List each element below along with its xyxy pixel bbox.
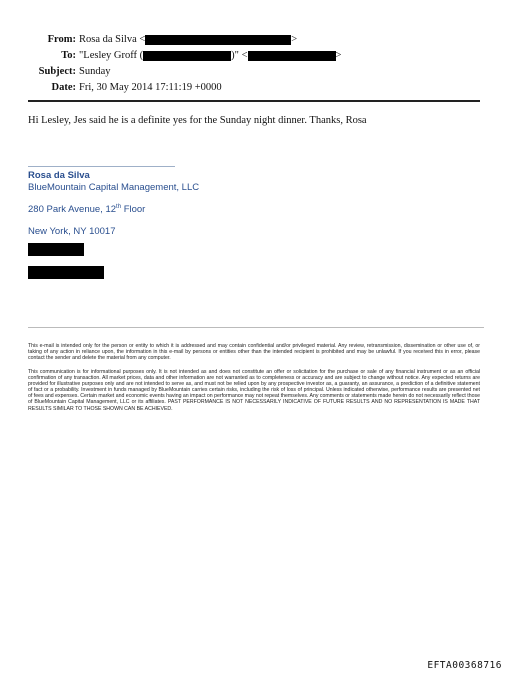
subject-label: Subject: [38, 66, 76, 77]
signature-address-line1 [28, 204, 145, 215]
redaction-block [28, 266, 104, 279]
to-close: > [335, 50, 342, 61]
disclaimer-divider [28, 327, 484, 328]
from-label: From: [47, 34, 76, 45]
header-divider [28, 100, 480, 102]
address-floor: Floor [121, 204, 146, 216]
date-label: Date: [51, 82, 76, 93]
signature-divider [28, 166, 175, 167]
disclaimer-paragraph: This communication is for informational purposes only. It is not intended as and does not constitute an offer or solicitation for the purchase or sale of any financial instrument or as an official confirmation of any transaction. All market prices, data and other information are not warranted as to completeness or accuracy and are subject to change without notice. Any expected returns are provided for illustrative purposes only and are not intended to serve as, and must not be relied upon by any prospective investor as, a guaranty, an assurance, a prediction of a definitive statement of fact or a probability. Investment in funds managed by BlueMountain carries certain risks, including the risk of loss of principal. Unless indicated otherwise, performance results are presented net of fees and expenses. Certain market and economic events having an impact on performance may not repeat themselves. Any comments or statements made herein do not necessarily reflect those of BlueMountain Capital Management, LLC or its affiliates. PAST PERFORMANCE IS NOT NECESSARILY INDICATIVE OF FUTURE RESULTS AND NO REPRESENTATION IS MADE THAT RESULTS SIMILAR TO THOSE SHOWN CAN BE ACHIEVED. [28, 369, 480, 412]
subject-row [26, 64, 341, 80]
to-label: To: [61, 50, 76, 61]
from-close: > [291, 34, 298, 45]
signature-company: BlueMountain Capital Management, LLC [28, 182, 200, 193]
email-header [26, 32, 341, 96]
from-row [26, 32, 341, 48]
message-body: Hi Lesley, Jes said he is a definite yes for the Sunday night dinner. Thanks, Rosa [28, 115, 367, 126]
redaction-bar [248, 51, 336, 61]
disclaimer-paragraph: This e-mail is intended only for the person or entity to which it is addressed and may contain confidential and/or privileged material. Any review, retransmission, dissemination or other use of, or taking of any action in reliance upon, the information in this e-mail by persons or entities other than the intended recipient is prohibited and may be unlawful. If you received this in error, please contact the sender and delete the material from any computer. [28, 343, 480, 362]
date-value: Fri, 30 May 2014 17:11:19 +0000 [79, 82, 222, 93]
subject-value: Sunday [79, 66, 111, 77]
redaction-bar [143, 51, 231, 61]
redaction-block [28, 243, 84, 256]
signature-address-line2: New York, NY 10017 [28, 226, 116, 237]
to-row [26, 48, 341, 64]
document-id: EFTA00368716 [427, 660, 502, 671]
address-street: 280 Park Avenue, 12 [28, 204, 117, 216]
from-name: Rosa da Silva < [79, 34, 146, 45]
to-value [79, 48, 341, 64]
date-row [26, 80, 341, 96]
to-name: "Lesley Groff ( [79, 50, 144, 61]
from-value [79, 32, 297, 48]
address-sup: th [116, 204, 122, 210]
to-mid: )" < [231, 50, 248, 61]
redaction-bar [145, 35, 291, 45]
signature-name: Rosa da Silva [28, 170, 90, 181]
